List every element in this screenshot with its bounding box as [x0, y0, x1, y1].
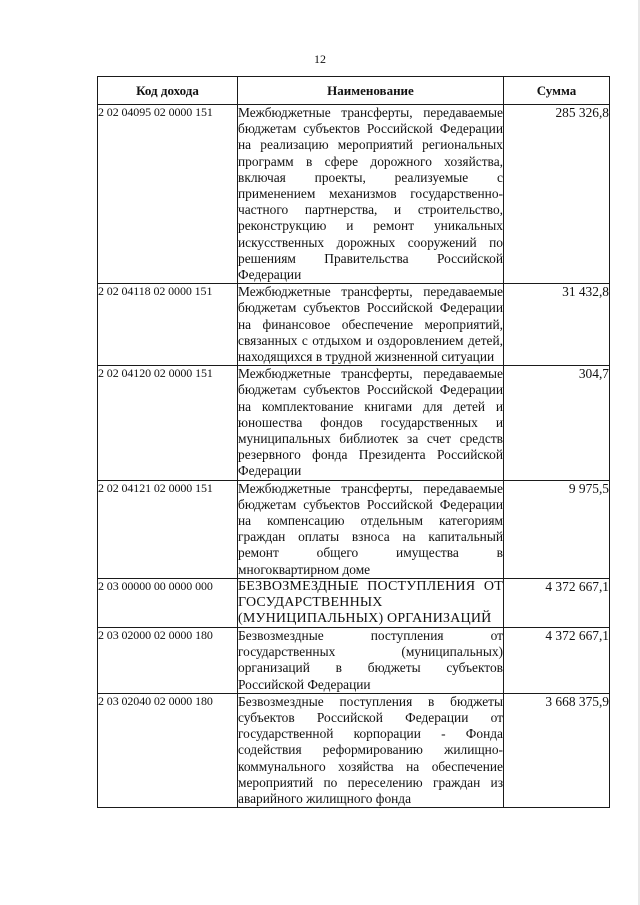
revenue-code-cell: 2 02 04120 02 0000 151 [98, 366, 238, 480]
table-row [98, 366, 610, 480]
column-header-code: Код дохода [98, 77, 238, 105]
revenue-code-cell: 2 03 02000 02 0000 180 [98, 627, 238, 693]
table-row [98, 105, 610, 284]
revenue-name-cell: Межбюджетные трансферты, передаваемые бюджетам субъектов Российской Федерации на реализацию мероприятий региональных программ в сфере дорожного хозяйства, включая проекты, реализуемые с применением механизмов государственно-частного партнерства, и строительство, реконструкцию и ремонт уникальных искусственных дорожных сооружений по решениям Правительства Российской Федерации [238, 105, 503, 283]
revenue-sum-cell: 3 668 375,9 [504, 693, 610, 807]
revenue-sum-cell: 4 372 667,1 [504, 578, 610, 627]
table-row [98, 284, 610, 366]
revenue-code-cell: 2 03 00000 00 0000 000 [98, 578, 238, 627]
table-row [98, 480, 610, 578]
table-row [98, 693, 610, 807]
revenue-code-cell: 2 03 02040 02 0000 180 [98, 693, 238, 807]
column-header-sum: Сумма [504, 77, 610, 105]
revenue-sum-cell: 285 326,8 [504, 105, 610, 284]
revenue-name-cell: БЕЗВОЗМЕЗДНЫЕ ПОСТУПЛЕНИЯ ОТ ГОСУДАРСТВЕННЫХ (МУНИЦИПАЛЬНЫХ) ОРГАНИЗАЦИЙ [238, 578, 503, 626]
table-header-row [98, 77, 610, 105]
revenue-sum-cell: 4 372 667,1 [504, 627, 610, 693]
revenue-name-cell: Межбюджетные трансферты, передаваемые бюджетам субъектов Российской Федерации на компенсацию отдельным категориям граждан оплаты взноса на капитальный ремонт общего имущества в многоквартирном доме [238, 480, 503, 577]
revenue-sum-cell: 9 975,5 [504, 480, 610, 578]
table-row [98, 578, 610, 627]
revenue-code-cell: 2 02 04121 02 0000 151 [98, 480, 238, 578]
page-number: 12 [314, 52, 326, 66]
table-row [98, 627, 610, 693]
revenue-sum-cell: 31 432,8 [504, 284, 610, 366]
revenue-name-cell: Безвозмездные поступления в бюджеты субъектов Российской Федерации от государственной корпорации - Фонда содействия реформированию жилищно-коммунального хозяйства на обеспечение мероприятий по переселению граждан из аварийного жилищного фонда [238, 693, 503, 806]
revenue-name-cell: Межбюджетные трансферты, передаваемые бюджетам субъектов Российской Федерации на комплектование книгами для детей и юношества фондов государственных и муниципальных библиотек за счет средств резервного фонда Президента Российской Федерации [238, 366, 503, 479]
revenue-table [97, 76, 610, 808]
revenue-code-cell: 2 02 04095 02 0000 151 [98, 105, 238, 284]
revenue-sum-cell: 304,7 [504, 366, 610, 480]
revenue-code-cell: 2 02 04118 02 0000 151 [98, 284, 238, 366]
revenue-name-cell: Безвозмездные поступления от государственных (муниципальных) организаций в бюджеты субъектов Российской Федерации [238, 627, 503, 692]
revenue-name-cell: Межбюджетные трансферты, передаваемые бюджетам субъектов Российской Федерации на финансовое обеспечение мероприятий, связанных с отдыхом и оздоровлением детей, находящихся в трудной жизненной ситуации [238, 284, 503, 365]
column-header-name: Наименование [238, 77, 504, 105]
